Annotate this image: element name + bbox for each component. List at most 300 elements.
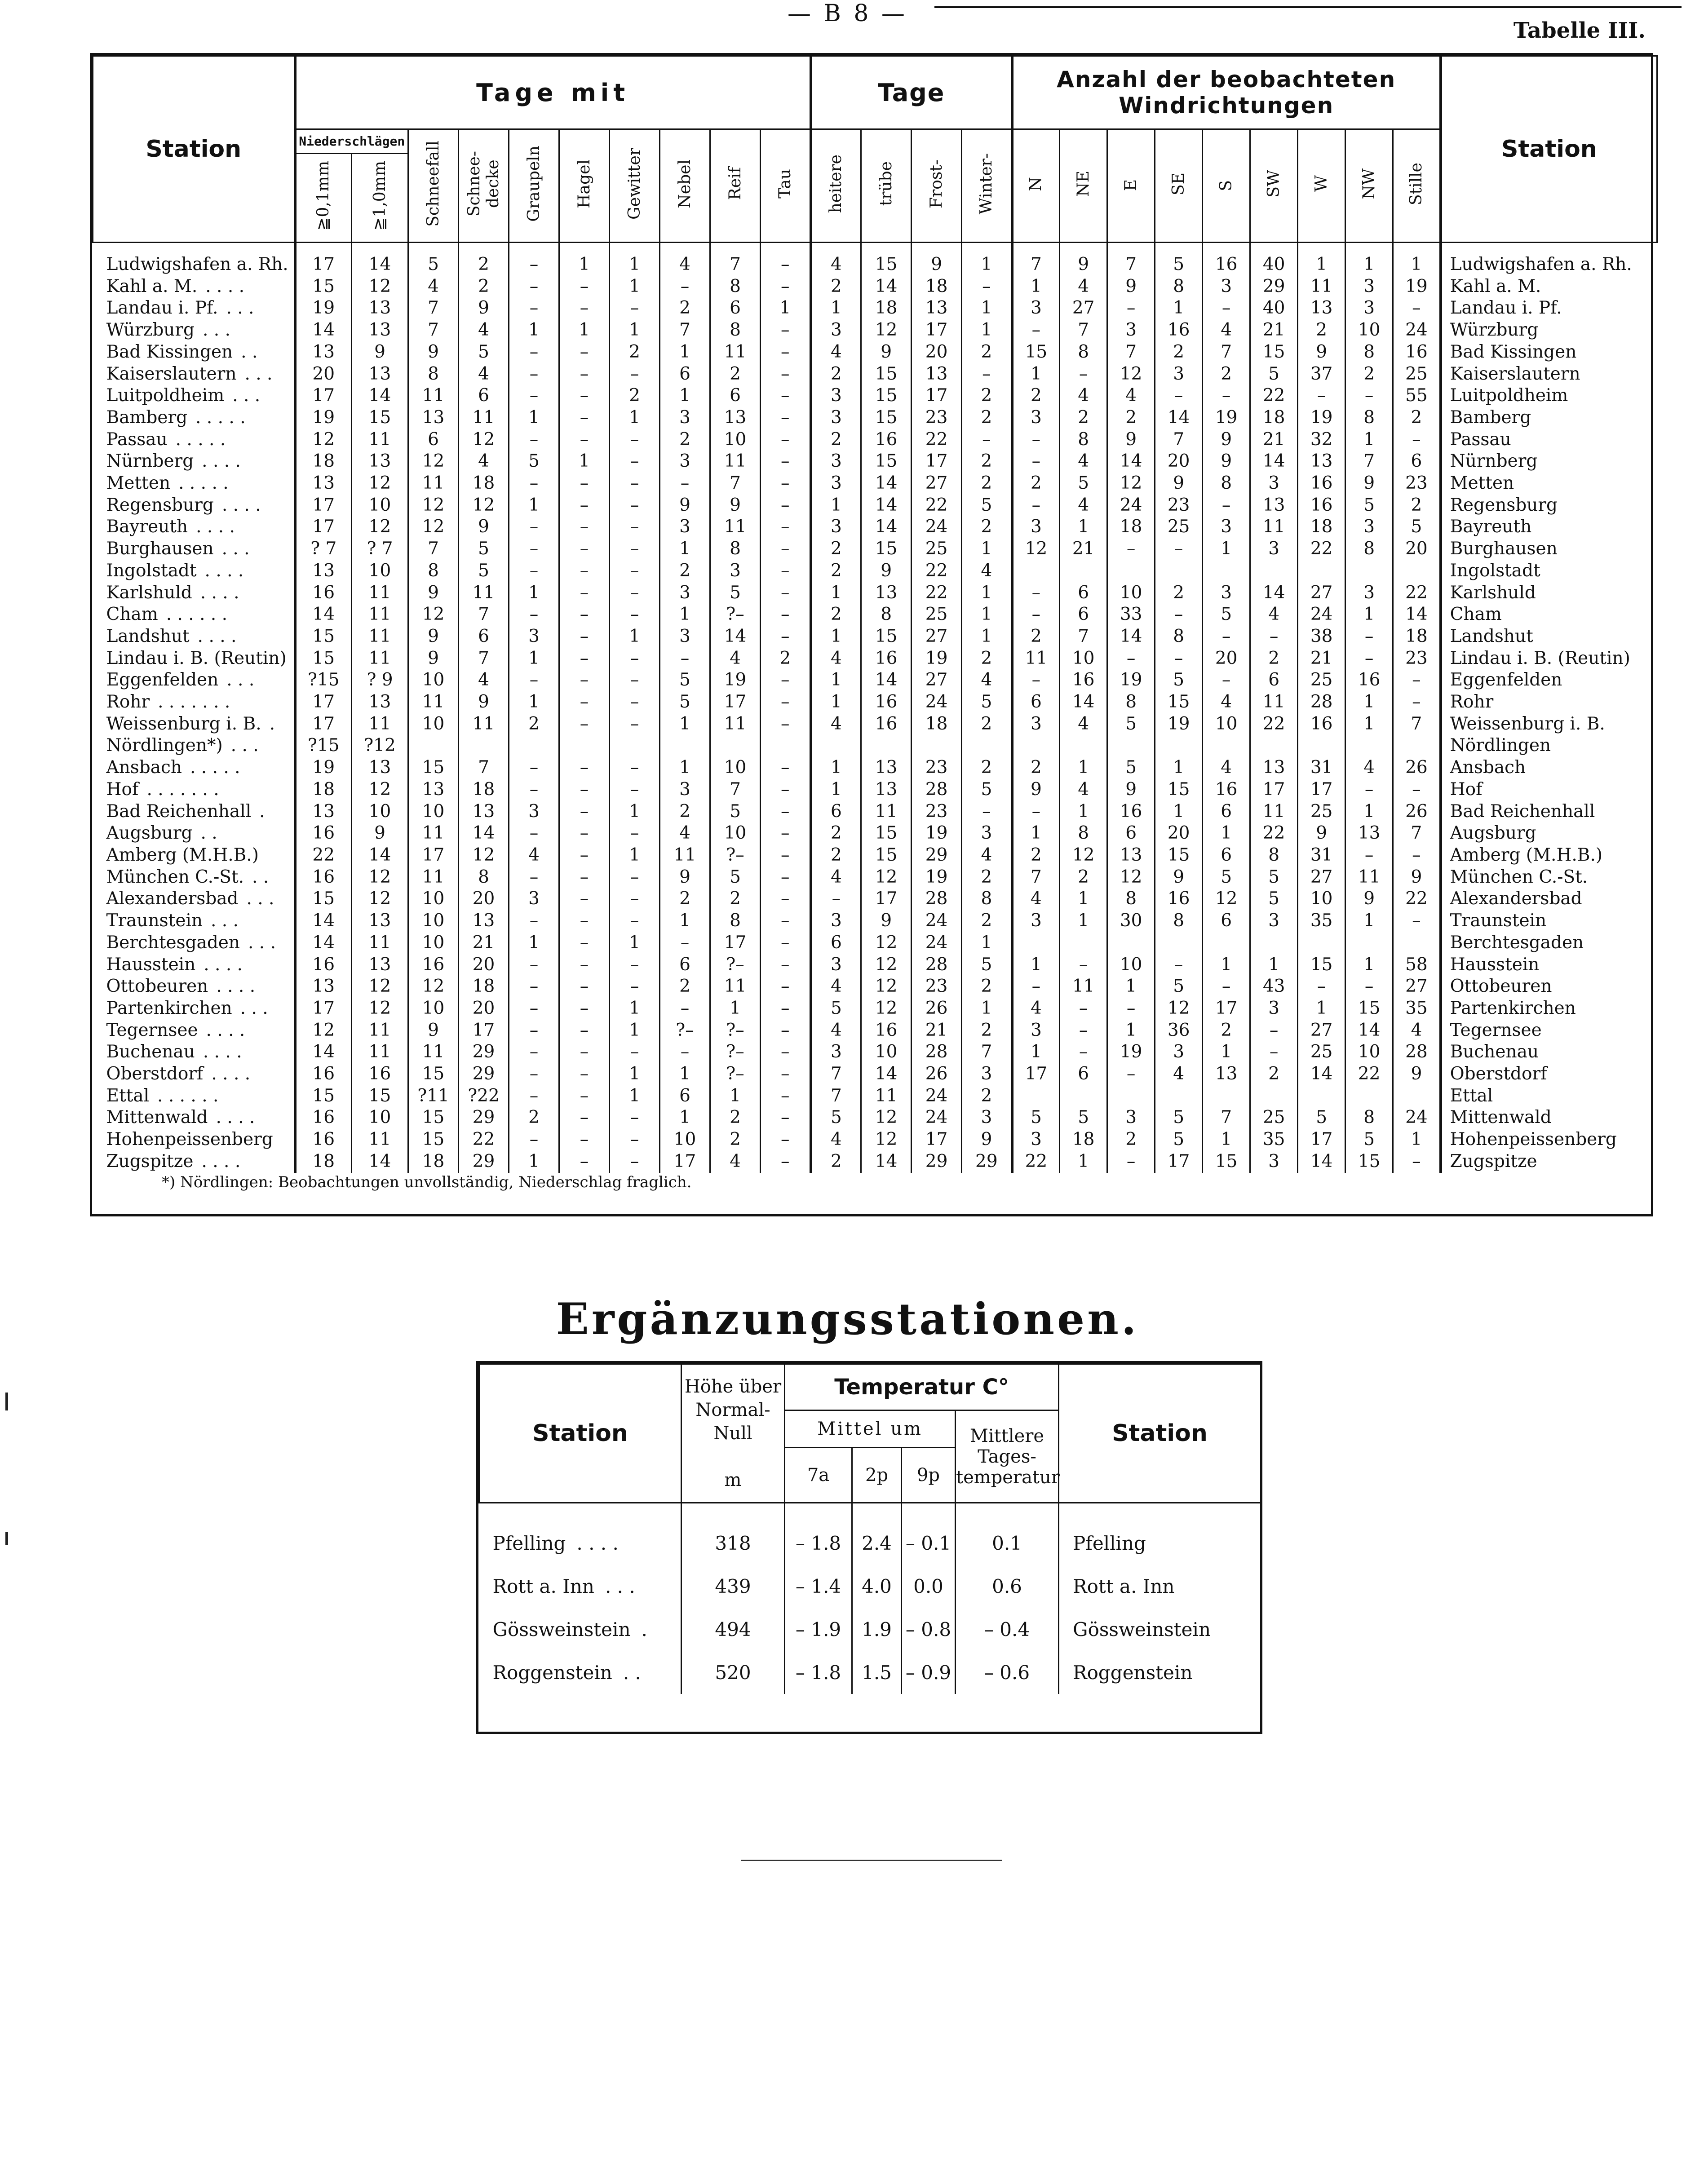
table-cell: 28 xyxy=(912,779,962,801)
table-row xyxy=(93,822,1657,844)
table-cell: – xyxy=(559,495,610,517)
table-cell: – xyxy=(761,867,811,889)
table-cell: 12 xyxy=(1107,867,1155,889)
table-cell: 5 xyxy=(660,691,710,713)
sup-cell-m: 0.1 xyxy=(956,1503,1059,1565)
table-cell: – xyxy=(1155,648,1203,670)
table-cell xyxy=(1012,1085,1060,1107)
table-cell: 1 xyxy=(1345,429,1393,451)
table-cell: 5 xyxy=(660,669,710,691)
table-cell: 17 xyxy=(710,932,761,954)
table-cell: 22 xyxy=(1250,822,1298,844)
table-cell: 16 xyxy=(861,648,912,670)
table-cell: 1 xyxy=(660,757,710,779)
table-cell: 27 xyxy=(912,473,962,495)
table-cell: 11 xyxy=(352,648,408,670)
table-row xyxy=(93,276,1657,298)
table-cell: – xyxy=(1155,385,1203,407)
sup-station-name-right: Roggenstein xyxy=(1059,1651,1261,1694)
table-cell: 5 xyxy=(1155,1107,1203,1129)
table-cell xyxy=(1393,932,1441,954)
table-cell: 7 xyxy=(1155,429,1203,451)
table-cell: 12 xyxy=(352,473,408,495)
table-cell: 23 xyxy=(1393,648,1441,670)
table-cell: 3 xyxy=(1012,407,1060,429)
table-cell: 12 xyxy=(352,516,408,538)
table-cell: 58 xyxy=(1393,954,1441,976)
station-name: Ingolstadt . . . . xyxy=(106,560,244,581)
table-cell: – xyxy=(1107,1063,1155,1085)
table-cell: 3 xyxy=(811,451,861,473)
table-cell: 32 xyxy=(1298,429,1345,451)
table-cell: 1 xyxy=(811,691,861,713)
table-cell: 12 xyxy=(861,319,912,341)
table-cell: – xyxy=(610,779,660,801)
table-cell: 4 xyxy=(811,867,861,889)
station-name-right: Traunstein xyxy=(1441,910,1657,932)
table-cell: 5 xyxy=(509,451,559,473)
table-cell: 3 xyxy=(811,910,861,932)
table-cell: 3 xyxy=(660,582,710,604)
table-cell: 16 xyxy=(1298,473,1345,495)
table-cell: 25 xyxy=(912,538,962,560)
table-cell: 28 xyxy=(912,1041,962,1063)
table-cell: – xyxy=(610,976,660,998)
table-cell: – xyxy=(761,888,811,910)
station-name: Berchtesgaden . . . xyxy=(106,932,276,953)
table-cell: 9 xyxy=(1203,451,1250,473)
table-cell: 12 xyxy=(861,1107,912,1129)
table-cell: 17 xyxy=(459,1020,509,1042)
table-cell: – xyxy=(559,757,610,779)
station-name-right: Buchenau xyxy=(1441,1041,1657,1063)
table-cell: – xyxy=(559,779,610,801)
table-cell: 9 xyxy=(710,495,761,517)
table-cell: 2 xyxy=(811,822,861,844)
table-cell: – xyxy=(1345,976,1393,998)
table-cell: – xyxy=(509,976,559,998)
table-cell: 10 xyxy=(408,998,459,1020)
sup-station-name-right: Gössweinstein xyxy=(1059,1608,1261,1651)
table-cell: 1 xyxy=(710,998,761,1020)
table-cell: 6 xyxy=(1012,691,1060,713)
table-cell: 2 xyxy=(1345,363,1393,385)
table-cell: 1 xyxy=(1203,1129,1250,1151)
sup-col-9p: 9p xyxy=(902,1448,956,1503)
table-cell: 16 xyxy=(1155,888,1203,910)
table-cell: 20 xyxy=(1203,648,1250,670)
table-cell: 10 xyxy=(710,429,761,451)
table-cell: 18 xyxy=(295,1151,352,1173)
table-cell: ?– xyxy=(710,954,761,976)
table-cell: 4 xyxy=(660,822,710,844)
table-row xyxy=(93,713,1657,735)
table-cell: 1 xyxy=(1203,822,1250,844)
table-cell: 1 xyxy=(610,1063,660,1085)
table-cell: 2 xyxy=(459,276,509,298)
table-cell xyxy=(1155,932,1203,954)
table-cell: – xyxy=(610,473,660,495)
table-cell: 15 xyxy=(352,1085,408,1107)
table-cell: – xyxy=(509,538,559,560)
table-cell xyxy=(1107,735,1155,757)
table-cell: – xyxy=(559,516,610,538)
table-cell: 27 xyxy=(1298,1020,1345,1042)
table-cell: – xyxy=(509,516,559,538)
table-cell: 14 xyxy=(861,1151,912,1173)
table-cell: 5 xyxy=(1250,888,1298,910)
table-cell: 11 xyxy=(352,1041,408,1063)
table-cell: – xyxy=(559,1085,610,1107)
table-cell: 3 xyxy=(1345,276,1393,298)
table-cell: 3 xyxy=(1250,473,1298,495)
table-cell: 7 xyxy=(408,297,459,319)
table-cell: – xyxy=(610,1107,660,1129)
station-name-right: Augsburg xyxy=(1441,822,1657,844)
table-cell: – xyxy=(610,822,660,844)
table-cell: 6 xyxy=(710,297,761,319)
station-name: Karlshuld . . . . xyxy=(106,582,239,603)
table-cell: – xyxy=(559,538,610,560)
table-cell: 2 xyxy=(710,1129,761,1151)
margin-mark xyxy=(5,1393,8,1410)
table-cell: 2 xyxy=(1203,1020,1250,1042)
sup-station-header-left: Station xyxy=(479,1364,682,1503)
table-cell: ?15 xyxy=(295,669,352,691)
table-cell: 4 xyxy=(1060,276,1107,298)
station-name-right: Tegernsee xyxy=(1441,1020,1657,1042)
table-cell: 2 xyxy=(962,1085,1012,1107)
table-cell: 6 xyxy=(1060,604,1107,626)
sup-cell-m: – 0.4 xyxy=(956,1608,1059,1651)
table-cell: – xyxy=(761,757,811,779)
table-cell: 12 xyxy=(861,954,912,976)
table-cell: 2 xyxy=(962,407,1012,429)
table-cell: 15 xyxy=(408,1129,459,1151)
table-cell: ?– xyxy=(660,1020,710,1042)
table-cell: 4 xyxy=(1203,319,1250,341)
table-cell: – xyxy=(559,1020,610,1042)
table-cell: 14 xyxy=(861,1063,912,1085)
table-cell: – xyxy=(1393,779,1441,801)
station-name: Bad Kissingen . . xyxy=(106,341,258,362)
table-cell: 3 xyxy=(1012,713,1060,735)
table-cell: 17 xyxy=(1203,998,1250,1020)
table-cell: 2 xyxy=(1250,1063,1298,1085)
table-cell: 9 xyxy=(861,910,912,932)
table-cell: 22 xyxy=(912,582,962,604)
table-cell: – xyxy=(509,473,559,495)
table-cell: – xyxy=(610,297,660,319)
table-cell: 1 xyxy=(1012,1041,1060,1063)
table-cell: – xyxy=(559,341,610,363)
table-cell: 55 xyxy=(1393,385,1441,407)
table-cell: 2 xyxy=(710,363,761,385)
table-cell: 1 xyxy=(811,297,861,319)
table-cell: 14 xyxy=(1345,1020,1393,1042)
table-cell: – xyxy=(559,669,610,691)
table-cell: – xyxy=(1060,998,1107,1020)
table-cell xyxy=(559,735,610,757)
table-cell: – xyxy=(509,1020,559,1042)
table-cell: 1 xyxy=(660,341,710,363)
table-cell: 17 xyxy=(295,998,352,1020)
table-cell: 2 xyxy=(1298,319,1345,341)
station-name: Metten . . . . . xyxy=(106,473,229,494)
sup-cell-h: 494 xyxy=(682,1608,785,1651)
table-cell: 24 xyxy=(912,932,962,954)
table-cell: 16 xyxy=(295,822,352,844)
table-cell: ?– xyxy=(710,1041,761,1063)
table-cell: 1 xyxy=(509,1151,559,1173)
table-cell: 12 xyxy=(352,867,408,889)
table-row xyxy=(93,363,1657,385)
table-cell: 4 xyxy=(459,319,509,341)
table-cell xyxy=(1298,735,1345,757)
table-cell: 2 xyxy=(660,297,710,319)
table-cell: 2 xyxy=(811,604,861,626)
table-cell: – xyxy=(761,538,811,560)
table-cell: 11 xyxy=(459,582,509,604)
table-cell: 10 xyxy=(408,910,459,932)
footnote: *) Nördlingen: Beobachtungen unvollständig, Niederschlag fraglich. xyxy=(162,1173,692,1191)
table-cell: 1 xyxy=(1060,757,1107,779)
table-cell: 9 xyxy=(1012,779,1060,801)
col-head-tau: Tau xyxy=(761,129,811,243)
table-cell: 13 xyxy=(352,363,408,385)
table-cell: – xyxy=(509,604,559,626)
table-cell: – xyxy=(660,1041,710,1063)
table-cell: 16 xyxy=(1203,243,1250,276)
table-cell: – xyxy=(761,691,811,713)
supplement-table-body xyxy=(479,1503,1261,1694)
table-cell xyxy=(1250,560,1298,582)
table-cell: 4 xyxy=(962,844,1012,867)
sup-station-name-right: Rott a. Inn xyxy=(1059,1565,1261,1608)
table-cell: 14 xyxy=(295,910,352,932)
table-cell: 12 xyxy=(861,932,912,954)
table-cell: 1 xyxy=(1345,691,1393,713)
table-cell: 1 xyxy=(1155,801,1203,823)
table-cell: 9 xyxy=(1393,867,1441,889)
table-cell: 22 xyxy=(1250,713,1298,735)
table-cell: 5 xyxy=(811,998,861,1020)
table-cell: 10 xyxy=(660,1129,710,1151)
table-cell: 2 xyxy=(962,910,1012,932)
table-cell: 11 xyxy=(408,867,459,889)
table-cell: 14 xyxy=(1393,604,1441,626)
table-cell: 1 xyxy=(962,297,1012,319)
table-cell: ? 7 xyxy=(352,538,408,560)
table-cell: – xyxy=(610,888,660,910)
station-name: Rohr . . . . . . . xyxy=(106,692,230,712)
table-cell: 4 xyxy=(1155,1063,1203,1085)
table-cell: – xyxy=(761,473,811,495)
table-cell: 9 xyxy=(408,626,459,648)
sup-hoehe-header: Höhe über Normal-Null m xyxy=(682,1364,785,1503)
table-cell: 12 xyxy=(408,604,459,626)
table-cell: 27 xyxy=(912,626,962,648)
table-cell: 1 xyxy=(962,243,1012,276)
table-cell: 9 xyxy=(352,822,408,844)
table-cell: 13 xyxy=(295,341,352,363)
station-name: Cham . . . . . . xyxy=(106,604,228,625)
table-cell: 30 xyxy=(1107,910,1155,932)
table-cell: 18 xyxy=(295,451,352,473)
table-cell: – xyxy=(660,276,710,298)
table-cell: 6 xyxy=(1060,1063,1107,1085)
supplement-table-frame xyxy=(476,1361,1262,1734)
table-cell: 4 xyxy=(660,243,710,276)
table-cell: – xyxy=(559,801,610,823)
table-cell: 16 xyxy=(1345,669,1393,691)
station-name-right: Landau i. Pf. xyxy=(1441,297,1657,319)
station-name: Weissenburg i. B. . xyxy=(106,713,275,734)
table-cell: 9 xyxy=(352,341,408,363)
table-cell: 1 xyxy=(962,319,1012,341)
station-name-right: Partenkirchen xyxy=(1441,998,1657,1020)
table-cell: 4 xyxy=(811,341,861,363)
table-cell: – xyxy=(660,473,710,495)
table-cell: 1 xyxy=(660,1107,710,1129)
station-name: Partenkirchen . . . xyxy=(106,998,268,1018)
table-cell: 9 xyxy=(660,495,710,517)
table-cell: – xyxy=(1107,1151,1155,1173)
table-cell: 17 xyxy=(1298,779,1345,801)
table-cell: 7 xyxy=(710,243,761,276)
table-cell xyxy=(1012,932,1060,954)
table-cell: 3 xyxy=(660,626,710,648)
table-cell: – xyxy=(962,363,1012,385)
table-cell: 2 xyxy=(509,713,559,735)
table-cell xyxy=(1345,735,1393,757)
table-row xyxy=(93,1020,1657,1042)
station-name: Kaiserslautern . . . xyxy=(106,363,273,384)
table-cell: 35 xyxy=(1298,910,1345,932)
table-cell: – xyxy=(660,998,710,1020)
sup-mittlere-header: Mittlere Tages-temperatur xyxy=(956,1410,1059,1503)
table-cell: 28 xyxy=(912,954,962,976)
table-cell xyxy=(1060,932,1107,954)
table-cell: 19 xyxy=(912,648,962,670)
main-table-frame xyxy=(90,53,1653,1216)
table-cell: 11 xyxy=(408,1041,459,1063)
table-row xyxy=(93,669,1657,691)
sup-cell-t7: – 1.8 xyxy=(785,1503,852,1565)
station-name-right: Ottobeuren xyxy=(1441,976,1657,998)
table-cell: 5 xyxy=(1060,1107,1107,1129)
table-cell: 18 xyxy=(1250,407,1298,429)
table-cell: 2 xyxy=(1250,648,1298,670)
table-cell: 3 xyxy=(660,407,710,429)
table-cell: 22 xyxy=(1250,385,1298,407)
station-name: Tegernsee . . . . xyxy=(106,1020,245,1040)
table-cell: 4 xyxy=(710,1151,761,1173)
table-cell: 4 xyxy=(1250,604,1298,626)
table-cell: 5 xyxy=(710,801,761,823)
table-cell: 1 xyxy=(610,319,660,341)
table-cell: 27 xyxy=(1060,297,1107,319)
station-name-right: Ingolstadt xyxy=(1441,560,1657,582)
table-cell: 5 xyxy=(1298,1107,1345,1129)
table-row xyxy=(93,844,1657,867)
table-cell: – xyxy=(559,429,610,451)
table-cell: 12 xyxy=(861,998,912,1020)
table-cell: 15 xyxy=(1155,779,1203,801)
table-cell: 13 xyxy=(352,451,408,473)
table-cell: 2 xyxy=(1393,495,1441,517)
station-name-right: Passau xyxy=(1441,429,1657,451)
table-cell: 2 xyxy=(811,560,861,582)
table-cell: 3 xyxy=(811,319,861,341)
table-cell: 1 xyxy=(610,932,660,954)
station-name-right: Kahl a. M. xyxy=(1441,276,1657,298)
table-cell: 10 xyxy=(1107,582,1155,604)
table-cell: – xyxy=(610,451,660,473)
table-cell: – xyxy=(559,604,610,626)
table-cell: 12 xyxy=(459,844,509,867)
table-cell: 15 xyxy=(861,844,912,867)
table-cell: 3 xyxy=(1155,363,1203,385)
table-cell: 1 xyxy=(559,451,610,473)
table-cell: 2 xyxy=(710,1107,761,1129)
table-cell: – xyxy=(509,1041,559,1063)
table-cell: 12 xyxy=(295,1020,352,1042)
table-cell: 15 xyxy=(861,363,912,385)
table-cell: ?– xyxy=(710,1020,761,1042)
table-cell: 23 xyxy=(912,976,962,998)
table-cell: 12 xyxy=(1107,473,1155,495)
table-cell: 3 xyxy=(811,516,861,538)
table-cell: 16 xyxy=(1298,495,1345,517)
table-cell: 4 xyxy=(811,1020,861,1042)
table-cell: 9 xyxy=(1155,473,1203,495)
table-cell xyxy=(1107,1085,1155,1107)
table-cell: 22 xyxy=(1298,538,1345,560)
table-cell: 40 xyxy=(1250,243,1298,276)
table-cell: 3 xyxy=(811,473,861,495)
table-cell: 13 xyxy=(408,779,459,801)
table-cell: 12 xyxy=(1203,888,1250,910)
table-cell: 1 xyxy=(1060,1151,1107,1173)
table-cell: 22 xyxy=(912,560,962,582)
table-cell: 4 xyxy=(710,648,761,670)
table-cell: 5 xyxy=(1012,1107,1060,1129)
table-cell: 6 xyxy=(811,932,861,954)
station-name-right: Oberstdorf xyxy=(1441,1063,1657,1085)
table-cell: 4 xyxy=(962,560,1012,582)
table-cell: 9 xyxy=(1203,429,1250,451)
table-cell: 17 xyxy=(912,385,962,407)
table-cell xyxy=(610,735,660,757)
table-cell: – xyxy=(761,341,811,363)
table-cell: 4 xyxy=(459,451,509,473)
table-cell: 4 xyxy=(459,669,509,691)
table-cell: 1 xyxy=(1060,801,1107,823)
table-cell: 4 xyxy=(811,1129,861,1151)
table-cell: 2 xyxy=(1107,1129,1155,1151)
table-cell: 1 xyxy=(1345,801,1393,823)
table-row xyxy=(93,538,1657,560)
table-cell: 9 xyxy=(861,341,912,363)
closing-rule xyxy=(741,1860,1002,1861)
table-cell: – xyxy=(761,801,811,823)
table-cell: 7 xyxy=(1345,451,1393,473)
table-cell: – xyxy=(559,1107,610,1129)
table-cell: – xyxy=(509,910,559,932)
table-cell: 27 xyxy=(1393,976,1441,998)
table-cell xyxy=(1012,560,1060,582)
